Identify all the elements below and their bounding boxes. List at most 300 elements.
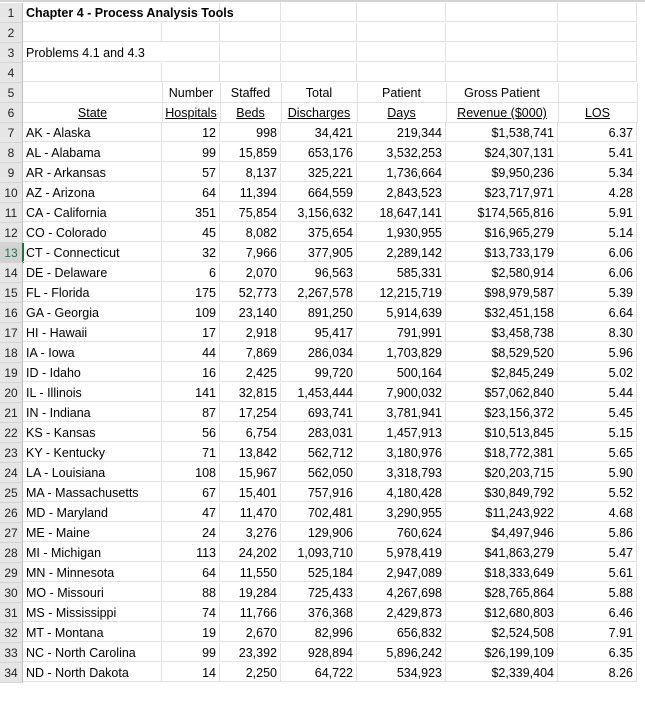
cell-g18[interactable]: 5.96 (558, 343, 637, 362)
sheet-row (0, 223, 645, 243)
cell-e8[interactable]: 3,532,253 (357, 143, 446, 162)
cell-d20[interactable]: 1,453,444 (281, 383, 357, 402)
sheet-row (0, 163, 645, 183)
cell-b34[interactable]: 14 (162, 663, 220, 682)
cell-b28[interactable]: 113 (162, 543, 220, 562)
sheet-row (0, 623, 645, 643)
sheet-row (0, 383, 645, 403)
sheet-row (0, 463, 645, 483)
cell-b16[interactable]: 109 (162, 303, 220, 322)
cell-f19[interactable]: $2,845,249 (446, 363, 558, 382)
cell-c27[interactable]: 3,276 (220, 523, 281, 542)
cell-c2[interactable] (220, 23, 281, 42)
cell-c19[interactable]: 2,425 (220, 363, 281, 382)
cell-c28[interactable]: 24,202 (220, 543, 281, 562)
cell-e30[interactable]: 4,267,698 (357, 583, 446, 602)
cell-b26[interactable]: 47 (162, 503, 220, 522)
cell-e2[interactable] (357, 23, 446, 42)
cell-e14[interactable]: 585,331 (357, 263, 446, 282)
sheet-row (0, 203, 645, 223)
sheet-row (0, 3, 645, 23)
cell-a29[interactable]: MN - Minnesota (23, 563, 162, 582)
cell-c4[interactable] (220, 63, 281, 82)
row-header[interactable]: 32 (0, 623, 23, 643)
cell-a15[interactable]: FL - Florida (23, 283, 162, 302)
row-header[interactable]: 25 (0, 483, 23, 503)
cell-b32[interactable]: 19 (162, 623, 220, 642)
cell-b17[interactable]: 17 (162, 323, 220, 342)
cell-c21[interactable]: 17,254 (220, 403, 281, 422)
cell-g15[interactable]: 5.39 (558, 283, 637, 302)
cell-g17[interactable]: 8.30 (558, 323, 637, 342)
row-header[interactable]: 8 (0, 143, 23, 163)
cell-a32[interactable]: MT - Montana (23, 623, 162, 642)
cell-c8[interactable]: 15,859 (220, 143, 281, 162)
cell-g7[interactable]: 6.37 (558, 123, 637, 142)
row-header[interactable]: 20 (0, 383, 23, 403)
cell-g24[interactable]: 5.90 (558, 463, 637, 482)
sheet-row (0, 443, 645, 463)
cell-e3[interactable] (357, 43, 446, 62)
cell-g3[interactable] (558, 43, 637, 62)
cell-f7[interactable]: $1,538,741 (446, 123, 558, 142)
cell-b20[interactable]: 141 (162, 383, 220, 402)
cell-g13[interactable]: 6.06 (558, 243, 637, 262)
cell-e31[interactable]: 2,429,873 (357, 603, 446, 622)
cell-f4[interactable] (446, 63, 558, 82)
row-header[interactable]: 34 (0, 663, 23, 683)
sheet-row (0, 323, 645, 343)
cell-f31[interactable]: $12,680,803 (446, 603, 558, 622)
cell-g32[interactable]: 7.91 (558, 623, 637, 642)
row-header[interactable]: 27 (0, 523, 23, 543)
cell-f22[interactable]: $10,513,845 (446, 423, 558, 442)
cell-b8[interactable]: 99 (162, 143, 220, 162)
row-header[interactable]: 7 (0, 123, 23, 143)
sheet-row (0, 583, 645, 603)
cell-g5[interactable] (558, 83, 638, 103)
cell-c26[interactable]: 11,470 (220, 503, 281, 522)
row-header[interactable]: 28 (0, 543, 23, 563)
row-header[interactable]: 21 (0, 403, 23, 423)
cell-f11[interactable]: $174,565,816 (446, 203, 558, 222)
cell-e17[interactable]: 791,991 (357, 323, 446, 342)
cell-b14[interactable]: 6 (162, 263, 220, 282)
cell-d2[interactable] (281, 23, 357, 42)
sheet-row (0, 23, 645, 43)
cell-c10[interactable]: 11,394 (220, 183, 281, 202)
cell-c14[interactable]: 2,070 (220, 263, 281, 282)
grid-top-border (0, 0, 645, 2)
cell-b4[interactable] (162, 63, 220, 82)
cell-e18[interactable]: 1,703,829 (357, 343, 446, 362)
cell-a22[interactable]: KS - Kansas (23, 423, 162, 442)
cell-e13[interactable]: 2,289,142 (357, 243, 446, 262)
cell-g14[interactable]: 6.06 (558, 263, 637, 282)
cell-a30[interactable]: MO - Missouri (23, 583, 162, 602)
cell-b7[interactable]: 12 (162, 123, 220, 142)
cell-d9[interactable]: 325,221 (281, 163, 357, 182)
cell-a33[interactable]: NC - North Carolina (23, 643, 162, 662)
row-header[interactable]: 18 (0, 343, 23, 363)
cell-g29[interactable]: 5.61 (558, 563, 637, 582)
row-header[interactable]: 13 (0, 243, 24, 263)
cell-d18[interactable]: 286,034 (281, 343, 357, 362)
cell-e34[interactable]: 534,923 (357, 663, 446, 682)
sheet-row (0, 183, 645, 203)
cell-a24[interactable]: LA - Louisiana (23, 463, 162, 482)
sheet-row (0, 243, 645, 263)
cell-f30[interactable]: $28,765,864 (446, 583, 558, 602)
cell-c7[interactable]: 998 (220, 123, 281, 142)
cell-d23[interactable]: 562,712 (281, 443, 357, 462)
cell-c24[interactable]: 15,967 (220, 463, 281, 482)
cell-a19[interactable]: ID - Idaho (23, 363, 162, 382)
cell-f2[interactable] (446, 23, 558, 42)
cell-d16[interactable]: 891,250 (281, 303, 357, 322)
cell-e20[interactable]: 7,900,032 (357, 383, 446, 402)
cell-e16[interactable]: 5,914,639 (357, 303, 446, 322)
cell-g11[interactable]: 5.91 (558, 203, 637, 222)
cell-e6[interactable]: Days (357, 103, 447, 123)
cell-f1[interactable] (446, 3, 558, 22)
cell-a25[interactable]: MA - Massachusetts (23, 483, 162, 502)
cell-f13[interactable]: $13,733,179 (446, 243, 558, 262)
cell-g27[interactable]: 5.86 (558, 523, 637, 542)
row-header[interactable]: 14 (0, 263, 23, 283)
cell-d30[interactable]: 725,433 (281, 583, 357, 602)
cell-g16[interactable]: 6.64 (558, 303, 637, 322)
cell-e32[interactable]: 656,832 (357, 623, 446, 642)
cell-c11[interactable]: 75,854 (220, 203, 281, 222)
cell-d29[interactable]: 525,184 (281, 563, 357, 582)
sheet-row (0, 503, 645, 523)
cell-b11[interactable]: 351 (162, 203, 220, 222)
cell-d14[interactable]: 96,563 (281, 263, 357, 282)
cell-c33[interactable]: 23,392 (220, 643, 281, 662)
cell-b10[interactable]: 64 (162, 183, 220, 202)
row-header[interactable]: 6 (0, 103, 23, 123)
cell-b6[interactable]: Hospitals (162, 103, 221, 123)
cell-e1[interactable] (357, 3, 446, 22)
cell-a10[interactable]: AZ - Arizona (23, 183, 162, 202)
cell-b27[interactable]: 24 (162, 523, 220, 542)
cell-b25[interactable]: 67 (162, 483, 220, 502)
cell-e19[interactable]: 500,164 (357, 363, 446, 382)
cell-a16[interactable]: GA - Georgia (23, 303, 162, 322)
cell-f23[interactable]: $18,772,381 (446, 443, 558, 462)
cell-c6[interactable]: Beds (220, 103, 282, 123)
cell-f8[interactable]: $24,307,131 (446, 143, 558, 162)
cell-b13[interactable]: 32 (162, 243, 220, 262)
cell-a27[interactable]: ME - Maine (23, 523, 162, 542)
cell-d22[interactable]: 283,031 (281, 423, 357, 442)
cell-f5[interactable]: Gross Patient (446, 83, 559, 103)
row-header[interactable]: 3 (0, 43, 23, 63)
cell-a23[interactable]: KY - Kentucky (23, 443, 162, 462)
cell-f24[interactable]: $20,203,715 (446, 463, 558, 482)
row-header[interactable]: 24 (0, 463, 23, 483)
cell-a2[interactable] (23, 23, 162, 42)
cell-c18[interactable]: 7,869 (220, 343, 281, 362)
cell-b19[interactable]: 16 (162, 363, 220, 382)
sheet-row (0, 403, 645, 423)
cell-f20[interactable]: $57,062,840 (446, 383, 558, 402)
cell-e28[interactable]: 5,978,419 (357, 543, 446, 562)
sheet-row (0, 63, 645, 83)
cell-g1[interactable] (558, 3, 637, 22)
row-header[interactable]: 11 (0, 203, 23, 223)
row-header[interactable]: 2 (0, 23, 23, 43)
cell-f32[interactable]: $2,524,508 (446, 623, 558, 642)
row-header[interactable]: 23 (0, 443, 23, 463)
cell-e4[interactable] (357, 63, 446, 82)
cell-e5[interactable]: Patient (357, 83, 447, 103)
cell-b18[interactable]: 44 (162, 343, 220, 362)
cell-f17[interactable]: $3,458,738 (446, 323, 558, 342)
cell-c15[interactable]: 52,773 (220, 283, 281, 302)
cell-c34[interactable]: 2,250 (220, 663, 281, 682)
cell-d10[interactable]: 664,559 (281, 183, 357, 202)
cell-a31[interactable]: MS - Mississippi (23, 603, 162, 622)
cell-f10[interactable]: $23,717,971 (446, 183, 558, 202)
row-header[interactable]: 15 (0, 283, 23, 303)
cell-f3[interactable] (446, 43, 558, 62)
cell-e24[interactable]: 3,318,793 (357, 463, 446, 482)
sheet-row (0, 43, 645, 63)
cell-f27[interactable]: $4,497,946 (446, 523, 558, 542)
cell-e10[interactable]: 2,843,523 (357, 183, 446, 202)
cell-b2[interactable] (162, 23, 220, 42)
cell-d34[interactable]: 64,722 (281, 663, 357, 682)
cell-b9[interactable]: 57 (162, 163, 220, 182)
cell-c12[interactable]: 8,082 (220, 223, 281, 242)
cell-b33[interactable]: 99 (162, 643, 220, 662)
sheet-row (0, 83, 645, 103)
cell-g12[interactable]: 5.14 (558, 223, 637, 242)
cell-f16[interactable]: $32,451,158 (446, 303, 558, 322)
cell-f18[interactable]: $8,529,520 (446, 343, 558, 362)
cell-f26[interactable]: $11,243,922 (446, 503, 558, 522)
cell-b12[interactable]: 45 (162, 223, 220, 242)
cell-g6[interactable]: LOS (558, 103, 638, 123)
sheet-row (0, 263, 645, 283)
cell-e11[interactable]: 18,647,141 (357, 203, 446, 222)
row-header[interactable]: 30 (0, 583, 23, 603)
cell-c32[interactable]: 2,670 (220, 623, 281, 642)
sheet-row (0, 483, 645, 503)
cell-e21[interactable]: 3,781,941 (357, 403, 446, 422)
row-header[interactable]: 19 (0, 363, 23, 383)
cell-g2[interactable] (558, 23, 637, 42)
cell-a4[interactable] (23, 63, 162, 82)
cell-g33[interactable]: 6.35 (558, 643, 637, 662)
row-header[interactable]: 12 (0, 223, 23, 243)
cell-a13[interactable]: CT - Connecticut (23, 243, 162, 262)
cell-d26[interactable]: 702,481 (281, 503, 357, 522)
sheet-row (0, 523, 645, 543)
cell-e33[interactable]: 5,896,242 (357, 643, 446, 662)
row-header[interactable]: 26 (0, 503, 23, 523)
cell-c23[interactable]: 13,842 (220, 443, 281, 462)
cell-g21[interactable]: 5.45 (558, 403, 637, 422)
sheet-row (0, 603, 645, 623)
cell-a1[interactable]: Chapter 4 - Process Analysis Tools (23, 3, 323, 22)
cell-g30[interactable]: 5.88 (558, 583, 637, 602)
cell-c22[interactable]: 6,754 (220, 423, 281, 442)
cell-d11[interactable]: 3,156,632 (281, 203, 357, 222)
cell-f6[interactable]: Revenue ($000) (446, 103, 559, 123)
cell-f25[interactable]: $30,849,792 (446, 483, 558, 502)
cell-c13[interactable]: 7,966 (220, 243, 281, 262)
cell-a5[interactable] (23, 83, 163, 103)
cell-b22[interactable]: 56 (162, 423, 220, 442)
sheet-row (0, 663, 645, 683)
cell-a21[interactable]: IN - Indiana (23, 403, 162, 422)
cell-d4[interactable] (281, 63, 357, 82)
cell-g22[interactable]: 5.15 (558, 423, 637, 442)
row-header[interactable]: 16 (0, 303, 23, 323)
cell-a6[interactable]: State (23, 103, 163, 123)
cell-d15[interactable]: 2,267,578 (281, 283, 357, 302)
row-header[interactable]: 10 (0, 183, 23, 203)
cell-d12[interactable]: 375,654 (281, 223, 357, 242)
cell-d32[interactable]: 82,996 (281, 623, 357, 642)
cell-g28[interactable]: 5.47 (558, 543, 637, 562)
cell-f9[interactable]: $9,950,236 (446, 163, 558, 182)
cell-d13[interactable]: 377,905 (281, 243, 357, 262)
cell-d17[interactable]: 95,417 (281, 323, 357, 342)
row-header[interactable]: 5 (0, 83, 23, 103)
cell-c5[interactable]: Staffed (220, 83, 282, 103)
cell-c17[interactable]: 2,918 (220, 323, 281, 342)
cell-e9[interactable]: 1,736,664 (357, 163, 446, 182)
cell-f28[interactable]: $41,863,279 (446, 543, 558, 562)
row-header[interactable]: 4 (0, 63, 23, 83)
cell-d8[interactable]: 653,176 (281, 143, 357, 162)
sheet-row (0, 363, 645, 383)
cell-b30[interactable]: 88 (162, 583, 220, 602)
cell-d7[interactable]: 34,421 (281, 123, 357, 142)
cell-a34[interactable]: ND - North Dakota (23, 663, 162, 682)
cell-e23[interactable]: 3,180,976 (357, 443, 446, 462)
sheet-row (0, 563, 645, 583)
cell-b24[interactable]: 108 (162, 463, 220, 482)
cell-d28[interactable]: 1,093,710 (281, 543, 357, 562)
cell-f14[interactable]: $2,580,914 (446, 263, 558, 282)
cell-a3[interactable]: Problems 4.1 and 4.3 (23, 43, 323, 62)
row-header[interactable]: 9 (0, 163, 23, 183)
cell-a14[interactable]: DE - Delaware (23, 263, 162, 282)
cell-d19[interactable]: 99,720 (281, 363, 357, 382)
cell-c25[interactable]: 15,401 (220, 483, 281, 502)
cell-c9[interactable]: 8,137 (220, 163, 281, 182)
cell-a20[interactable]: IL - Illinois (23, 383, 162, 402)
cell-a8[interactable]: AL - Alabama (23, 143, 162, 162)
row-header[interactable]: 22 (0, 423, 23, 443)
cell-b29[interactable]: 64 (162, 563, 220, 582)
cell-e25[interactable]: 4,180,428 (357, 483, 446, 502)
cell-c16[interactable]: 23,140 (220, 303, 281, 322)
cell-f29[interactable]: $18,333,649 (446, 563, 558, 582)
cell-g31[interactable]: 6.46 (558, 603, 637, 622)
cell-c31[interactable]: 11,766 (220, 603, 281, 622)
cell-b21[interactable]: 87 (162, 403, 220, 422)
cell-d33[interactable]: 928,894 (281, 643, 357, 662)
cell-b15[interactable]: 175 (162, 283, 220, 302)
sheet-row (0, 423, 645, 443)
cell-g34[interactable]: 8.26 (558, 663, 637, 682)
cell-f33[interactable]: $26,199,109 (446, 643, 558, 662)
cell-g10[interactable]: 4.28 (558, 183, 637, 202)
row-header[interactable]: 1 (0, 3, 23, 23)
cell-e7[interactable]: 219,344 (357, 123, 446, 142)
cell-f21[interactable]: $23,156,372 (446, 403, 558, 422)
cell-f12[interactable]: $16,965,279 (446, 223, 558, 242)
cell-g26[interactable]: 4.68 (558, 503, 637, 522)
cell-e22[interactable]: 1,457,913 (357, 423, 446, 442)
row-header[interactable]: 31 (0, 603, 23, 623)
cell-d6[interactable]: Discharges (281, 103, 358, 123)
sheet-row (0, 303, 645, 323)
cell-a17[interactable]: HI - Hawaii (23, 323, 162, 342)
sheet-row (0, 123, 645, 143)
cell-b5[interactable]: Number (162, 83, 221, 103)
cell-g19[interactable]: 5.02 (558, 363, 637, 382)
cell-a18[interactable]: IA - Iowa (23, 343, 162, 362)
cell-g4[interactable] (558, 63, 637, 82)
cell-d25[interactable]: 757,916 (281, 483, 357, 502)
sheet-row (0, 143, 645, 163)
cell-e12[interactable]: 1,930,955 (357, 223, 446, 242)
sheet-row (0, 283, 645, 303)
cell-c30[interactable]: 19,284 (220, 583, 281, 602)
cell-c20[interactable]: 32,815 (220, 383, 281, 402)
cell-g8[interactable]: 5.41 (558, 143, 637, 162)
row-header[interactable]: 33 (0, 643, 23, 663)
cell-d27[interactable]: 129,906 (281, 523, 357, 542)
cell-g23[interactable]: 5.65 (558, 443, 637, 462)
row-header[interactable]: 29 (0, 563, 23, 583)
cell-e29[interactable]: 2,947,089 (357, 563, 446, 582)
cell-g20[interactable]: 5.44 (558, 383, 637, 402)
cell-d5[interactable]: Total (281, 83, 358, 103)
sheet-row (0, 643, 645, 663)
cell-e27[interactable]: 760,624 (357, 523, 446, 542)
sheet-row (0, 103, 645, 123)
cell-a11[interactable]: CA - California (23, 203, 162, 222)
cell-e15[interactable]: 12,215,719 (357, 283, 446, 302)
cell-g25[interactable]: 5.52 (558, 483, 637, 502)
cell-d31[interactable]: 376,368 (281, 603, 357, 622)
cell-d21[interactable]: 693,741 (281, 403, 357, 422)
cell-e26[interactable]: 3,290,955 (357, 503, 446, 522)
cell-f15[interactable]: $98,979,587 (446, 283, 558, 302)
cell-f34[interactable]: $2,339,404 (446, 663, 558, 682)
cell-d24[interactable]: 562,050 (281, 463, 357, 482)
cell-a28[interactable]: MI - Michigan (23, 543, 162, 562)
sheet-row (0, 543, 645, 563)
cell-b31[interactable]: 74 (162, 603, 220, 622)
cell-b23[interactable]: 71 (162, 443, 220, 462)
cell-a7[interactable]: AK - Alaska (23, 123, 162, 142)
cell-a9[interactable]: AR - Arkansas (23, 163, 162, 182)
cell-c29[interactable]: 11,550 (220, 563, 281, 582)
cell-a26[interactable]: MD - Maryland (23, 503, 162, 522)
cell-a12[interactable]: CO - Colorado (23, 223, 162, 242)
cell-g9[interactable]: 5.34 (558, 163, 637, 182)
row-header[interactable]: 17 (0, 323, 23, 343)
